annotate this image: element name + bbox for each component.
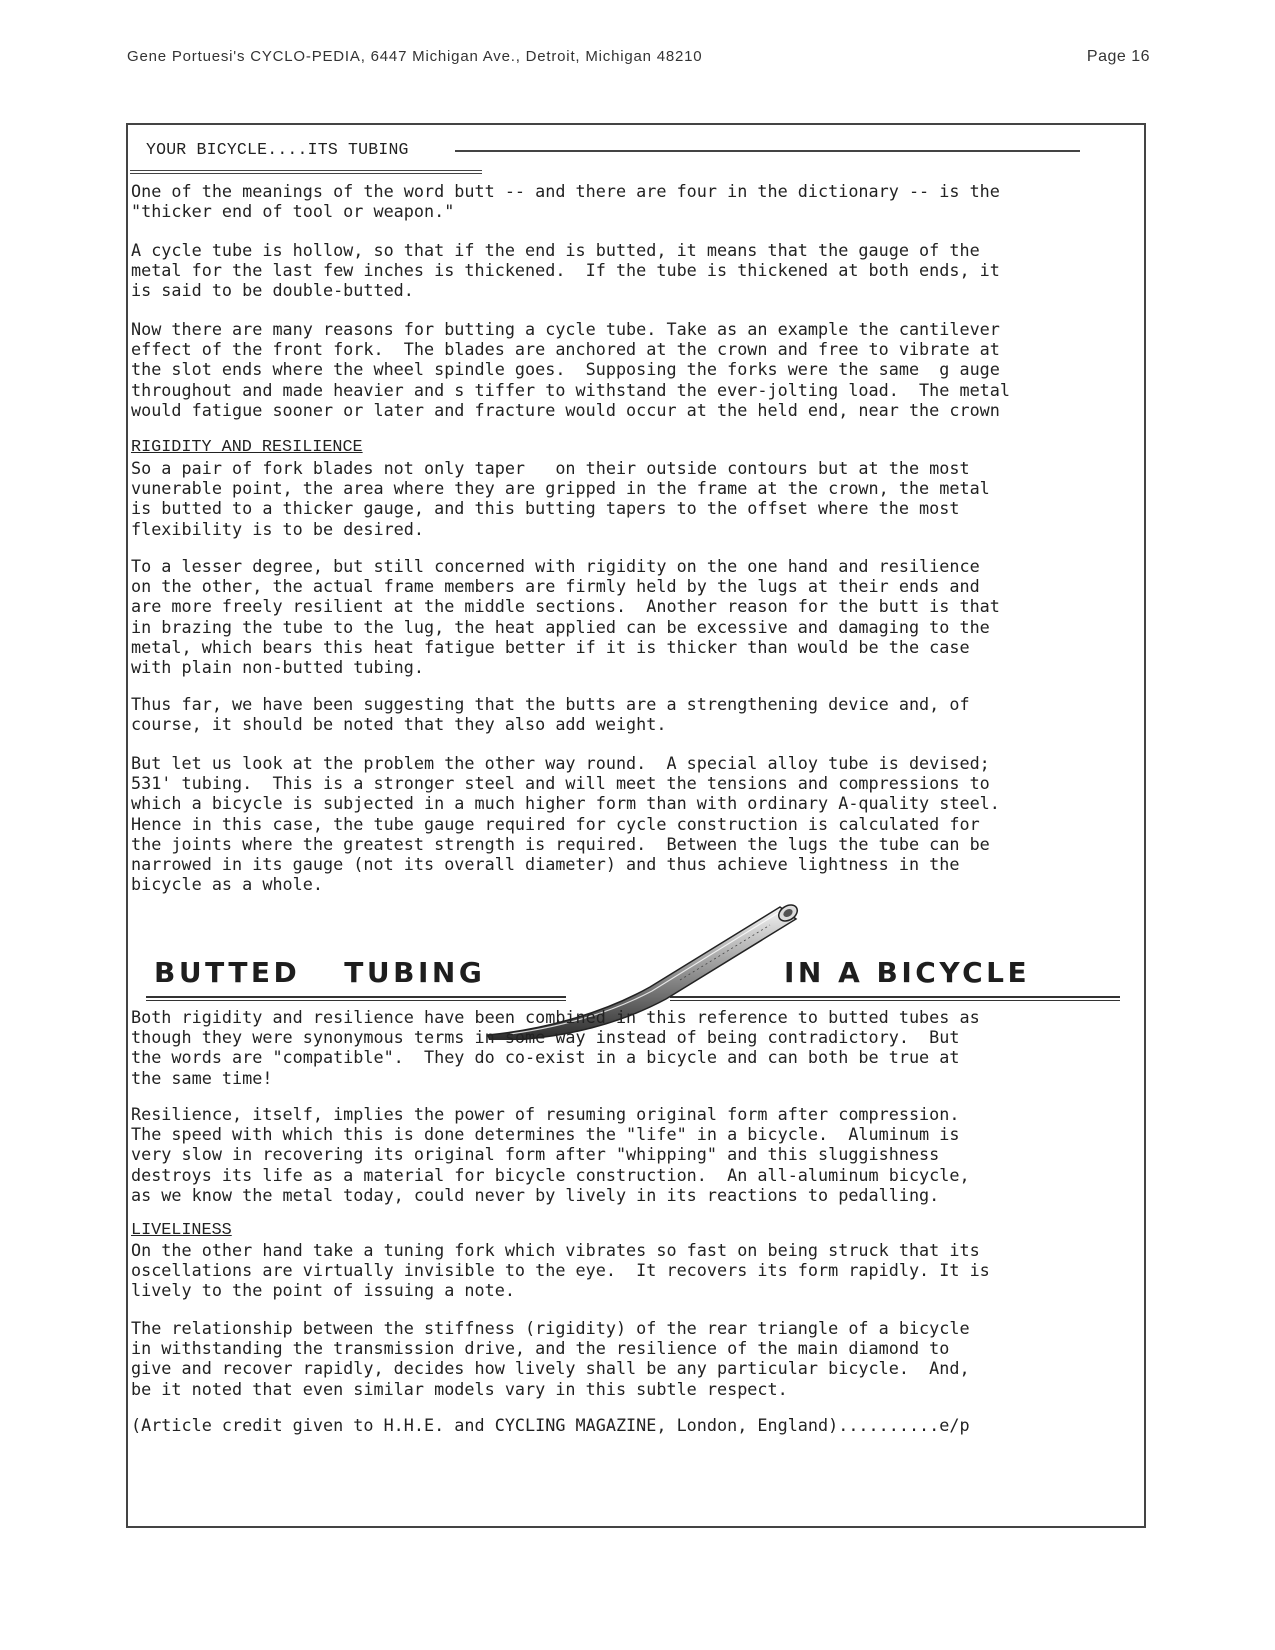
section-title: YOUR BICYCLE....ITS TUBING (146, 140, 409, 159)
paragraph-10: On the other hand take a tuning fork which vibrates so fast on being struck that its oscellations are virtually invisible to the eye. It recovers its form rapidly. It is lively to the point of issuing a note. (131, 1240, 990, 1301)
paragraph-11: The relationship between the stiffness (rigidity) of the rear triangle of a bicycle in withstanding the transmission drive, and the resilience of the main diamond to give and recover rapidly, decides how lively shall be any particular bicycle. And, be it noted that even similar models vary in this subtle respect. (131, 1318, 970, 1399)
banner-word-tubing: TUBING (344, 956, 486, 989)
banner-left (154, 956, 529, 989)
paragraph-9: Resilience, itself, implies the power of resuming original form after compression. The speed with which this is done determines the "life" in a bicycle. Aluminum is very slow in recovering its original form after "whipping" and this sluggishness destroys its life as a material for bicycle construction. An all-aluminum bicycle, as we know the metal today, could never by lively in its reactions to pedalling. (131, 1104, 970, 1205)
banner-word-in-a-bicycle: IN A BICYCLE (784, 956, 1031, 989)
subhead-rigidity: RIGIDITY AND RESILIENCE (131, 438, 363, 457)
paragraph-5: To a lesser degree, but still concerned with rigidity on the one hand and resilience on the other, the actual frame members are firmly held by the lugs at their ends and are more freely resilient at the middle sections. Another reason for the butt is that in brazing the tube to the lug, the heat applied can be excessive and damaging to the metal, which bears this heat fatigue better if it is thicker than would be the case with plain non-butted tubing. (131, 556, 1000, 678)
title-underline-double (130, 173, 482, 174)
paragraph-7: But let us look at the problem the other way round. A special alloy tube is devised; 531' tubing. This is a stronger steel and will meet the tensions and compressions to which a bicycle is subjected in a much higher form than with ordinary A-quality steel. Hence in this case, the tube gauge required for cycle construction is calculated for the joints where the greatest strength is required. Between the lugs the tube can be narrowed in its gauge (not its overall diameter) and thus achieve lightness in the bicycle as a whole. (131, 753, 1000, 895)
title-rule (455, 150, 1080, 152)
banner-word-butted: BUTTED (154, 956, 301, 989)
subhead-liveliness: LIVELINESS (131, 1221, 232, 1240)
paragraph-6: Thus far, we have been suggesting that the butts are a strengthening device and, of course, it should be noted that they also add weight. (131, 694, 970, 735)
paragraph-4: So a pair of fork blades not only taper on their outside contours but at the most vunerable point, the area where they are gripped in the frame at the crown, the metal is butted to a thicker gauge, and this butting tapers to the offset where the most flexibility is to be desired. (131, 458, 990, 539)
paragraph-8: Both rigidity and resilience have been combined in this reference to butted tubes as though they were synonymous terms in some way instead of being contradictory. But the words are "compatible". They do co-exist in a bicycle and can both be true at the same time! (131, 1007, 980, 1088)
page-number: Page 16 (1086, 48, 1150, 65)
header-publication: Gene Portuesi's CYCLO-PEDIA, 6447 Michigan Ave., Detroit, Michigan 48210 (127, 48, 703, 65)
paragraph-2: A cycle tube is hollow, so that if the end is butted, it means that the gauge of the metal for the last few inches is thickened. If the tube is thickened at both ends, it is said to be double-butted. (131, 240, 1000, 301)
paragraph-3: Now there are many reasons for butting a cycle tube. Take as an example the cantilever effect of the front fork. The blades are anchored at the crown and free to vibrate at the slot ends where the wheel spindle goes. Supposing the forks were the same g auge throughout and made heavier and s tiffer to withstand the ever-jolting load. The metal would fatigue sooner or later and fracture would occur at the held end, near the crown (131, 319, 1010, 420)
title-underline (130, 170, 482, 171)
paragraph-1: One of the meanings of the word butt -- and there are four in the dictionary -- is the "thicker end of tool or weapon." (131, 181, 1000, 222)
article-credit: (Article credit given to H.H.E. and CYCLING MAGAZINE, London, England)..........e/p (131, 1415, 970, 1435)
